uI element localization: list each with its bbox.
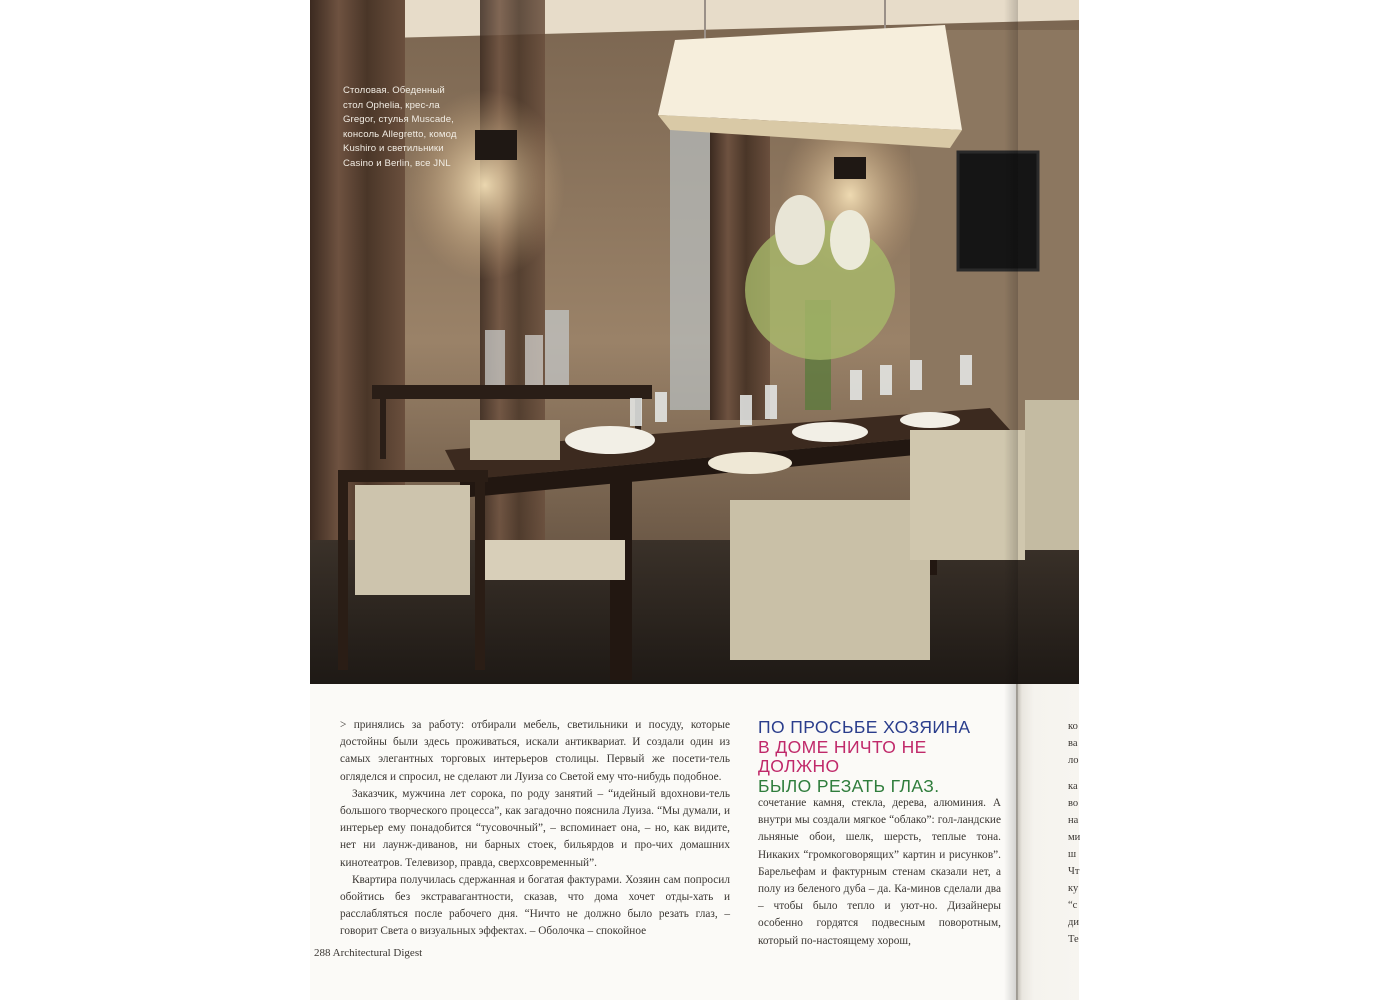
right-page-fragment: “с: [1068, 900, 1078, 911]
page-footer: [314, 947, 422, 959]
article-left-column: [340, 717, 730, 941]
right-page-fragment: ми: [1068, 832, 1081, 843]
photo-caption: Столовая. Обеденный стол Ophelia, крес-ла Gregor, стулья Muscade, консоль Allegretto, комод Kushiro и светильники Casino и Berlin, все JNL: [343, 85, 457, 169]
right-page-fragment: ку: [1068, 883, 1079, 894]
right-page-fragment: во: [1068, 798, 1079, 809]
right-page-fragment: ка: [1068, 781, 1078, 792]
article-paragraph: Квартира получилась сдержанная и богатая фактурами. Хозяин сам попросил обойтись без экстравагантности, сказав, что дома хочет отды-хать и расслабляться после рабочего дня. “Ничто не должно было резать глаз, – говорит Света о визуальных эффектах. – Оболочка – спокойное: [340, 873, 730, 938]
right-page-fragment: ди: [1068, 917, 1079, 928]
magazine-name: Architectural Digest: [332, 947, 423, 959]
right-page-fragment: ло: [1068, 755, 1079, 766]
article-middle-column: [758, 795, 1001, 950]
right-page-fragment: ко: [1068, 721, 1078, 732]
right-page-fragment: ш: [1068, 849, 1077, 860]
article-paragraph: Заказчик, мужчина лет сорока, по роду занятий – “идейный вдохнови-тель большого творческого процесса”, как загадочно пояснила Луиза. “Мы думали, и интерьер ему понадобится “тусовочный”, – вспоминает она, – но, как видите, нет ни лаунж-диванов, ни барных стоек, бильярдов и про-чих домашних кинотеатров. Телевизор, правда, сверхсовременный”.: [340, 787, 730, 869]
pull-quote-line: ПО ПРОСЬБЕ ХОЗЯИНА: [758, 717, 971, 737]
right-page-fragment: Чт: [1068, 866, 1080, 877]
right-page-fragment: Те: [1068, 934, 1079, 945]
right-page-fragment: ва: [1068, 738, 1078, 749]
right-page-fragment: на: [1068, 815, 1079, 826]
page-number: 288: [314, 947, 331, 959]
pull-quote-line: В ДОМЕ НИЧТО НЕ ДОЛЖНО: [758, 736, 927, 777]
pull-quote: [758, 718, 1008, 796]
article-paragraph: > принялись за работу: отбирали мебель, светильники и посуду, которые достойны были здесь проживаться, искали антиквариат. И создали один из самых элегантных торговых интерьеров столицы. Первый же посети-тель огляделся и спросил, не сделают ли Луиза со Светой ему что-нибудь подобное.: [340, 719, 730, 783]
article-paragraph: сочетание камня, стекла, дерева, алюминия. А внутри мы создали мягкое “облако”: гол-ландские льняные обои, шелк, шерсть, теплые тона. Никаких “громкоговорящих” картин и рисунков”. Барельефам и фактурным стенам сказали нет, а полу из беленого дуба – да. Ка-минов сделали два – чтобы было тепло и уют-но. Дизайнеры особенно гордятся подвесным поворотным, который по-настоящему хорош,: [758, 797, 1001, 947]
pull-quote-line: БЫЛО РЕЗАТЬ ГЛАЗ.: [758, 775, 940, 796]
